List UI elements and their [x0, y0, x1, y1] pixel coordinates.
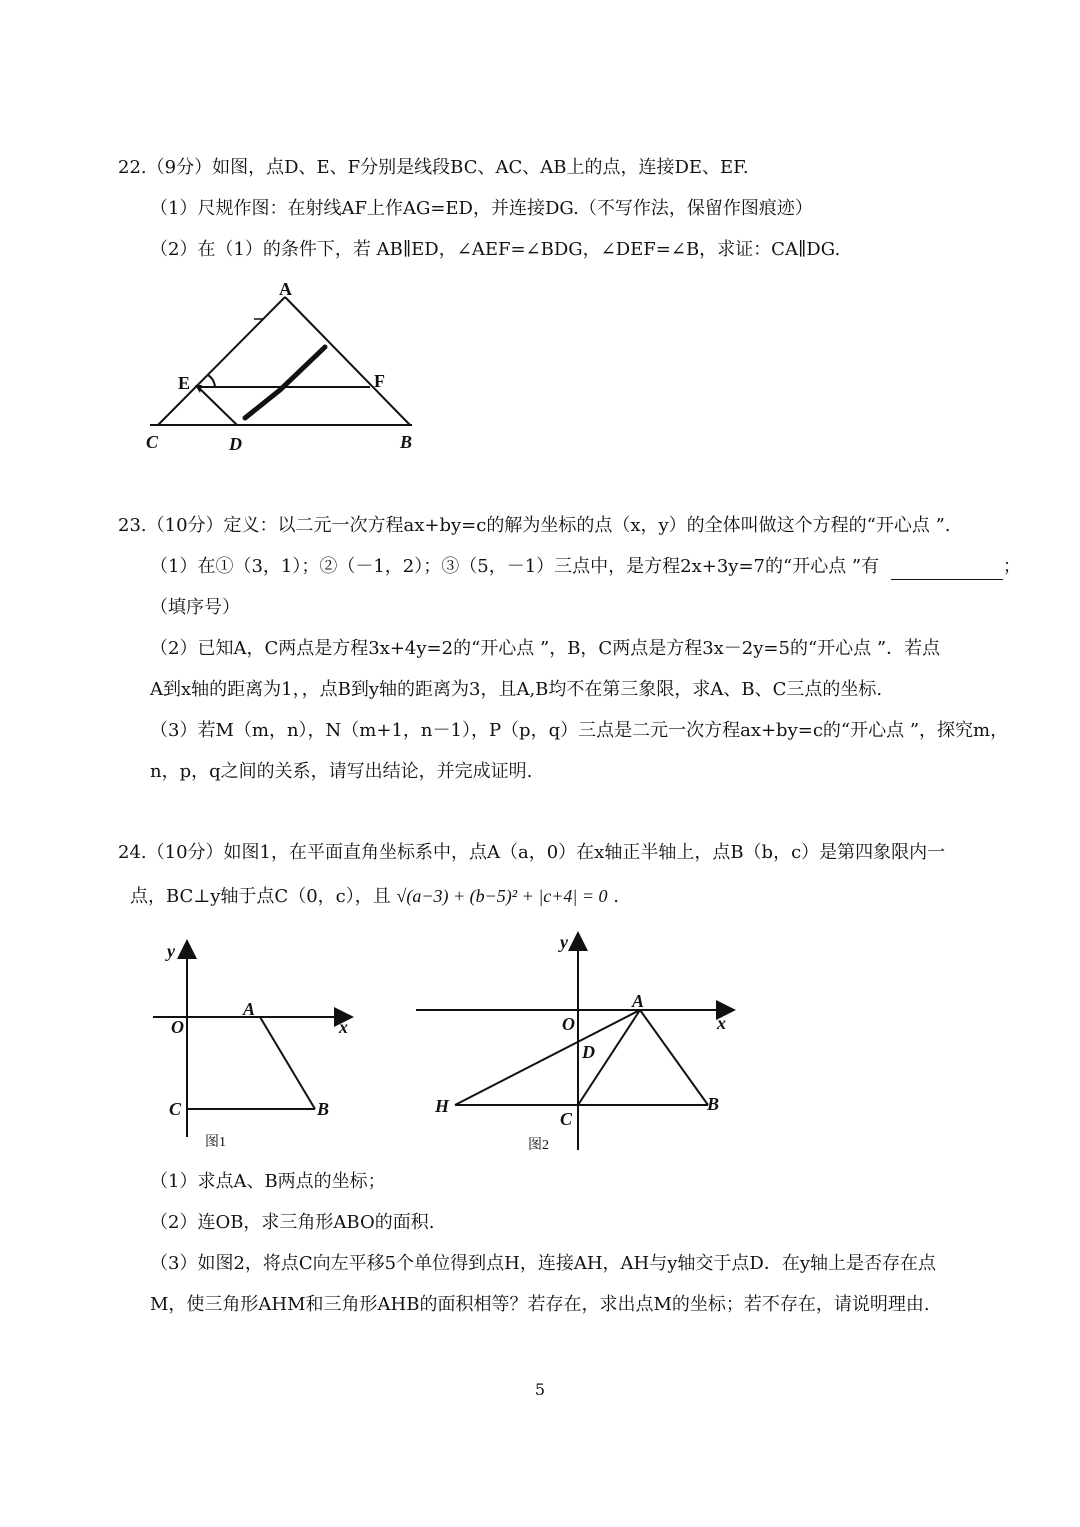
q24-stem-b-line	[130, 884, 619, 909]
q24-part2: （2）连OB，求三角形ABO的面积.	[150, 1212, 435, 1233]
q22-stem: 22.（9分）如图，点D、E、F分别是线段BC、AC、AB上的点，连接DE、EF.	[118, 157, 749, 178]
q24-figure-1	[145, 935, 365, 1160]
q24-figure-2	[410, 925, 740, 1160]
fig2-d-label: D	[582, 1042, 595, 1062]
fig2-x-label: x	[717, 1013, 726, 1033]
q23-part3-b: n，p，q之间的关系，请写出结论，并完成证明.	[150, 761, 533, 782]
fig1-caption: 图1	[205, 1135, 226, 1150]
q22-label-b: B	[400, 432, 413, 452]
q22-figure	[140, 275, 440, 460]
q23-answer-blank[interactable]	[891, 555, 1003, 580]
page-number: 5	[534, 1380, 546, 1399]
q24-part3-a: （3）如图2，将点C向左平移5个单位得到点H，连接AH，AH与y轴交于点D．在y轴上是否存在点	[150, 1253, 936, 1274]
fig2-b-label: B	[707, 1094, 720, 1114]
q22-part2: （2）在（1）的条件下，若 AB∥ED，∠AEF=∠BDG，∠DEF=∠B，求证：CA∥DG.	[150, 239, 841, 260]
q24-stem-a: 24.（10分）如图1，在平面直角坐标系中，点A（a，0）在x轴正半轴上，点B（b，c）是第四象限内一	[118, 842, 946, 863]
q22-label-f: F	[374, 371, 385, 391]
q24-stem-end: .	[613, 886, 619, 907]
fig1-o-label: O	[171, 1017, 184, 1037]
q24-stem-b: 点，BC⊥y轴于点C（0，c），且	[130, 886, 391, 907]
q22-label-c: C	[146, 432, 159, 452]
fig1-y-label: y	[167, 941, 175, 961]
fig2-a-label: A	[632, 991, 645, 1011]
fig1-x-label: x	[339, 1017, 348, 1037]
q23-part3-a: （3）若M（m，n），N（m+1，n－1），P（p，q）三点是二元一次方程ax+by=c的“开心点 ”，探究m，	[150, 720, 1009, 741]
fig2-caption: 图2	[528, 1138, 549, 1153]
fig2-o-label: O	[562, 1014, 575, 1034]
q23-part1-end: ；	[1002, 556, 1021, 577]
q23-part1-note: （填序号）	[150, 597, 240, 618]
q22-label-a: A	[279, 279, 292, 299]
q23-part1-text: （1）在①（3，1）；②（－1，2）；③（5，－1）三点中，是方程2x+3y=7的“开心点 ”有	[150, 556, 880, 577]
fig2-c-label: C	[560, 1109, 573, 1129]
q22-label-e: E	[178, 373, 191, 393]
q23-part2-a: （2）已知A，C两点是方程3x+4y=2的“开心点 ”，B，C两点是方程3x－2y=5的“开心点 ”．若点	[150, 638, 941, 659]
q23-part1	[150, 555, 1021, 580]
q23-part2-b: A到x轴的距离为1，，点B到y轴的距离为3，且A,B均不在第三象限，求A、B、C三点的坐标.	[150, 679, 883, 700]
q24-part1: （1）求点A、B两点的坐标；	[150, 1171, 386, 1192]
fig2-h-label: H	[435, 1096, 450, 1116]
q23-stem: 23.（10分）定义：以二元一次方程ax+by=c的解为坐标的点（x，y）的全体叫做这个方程的“开心点 ”.	[118, 515, 951, 536]
fig1-c-label: C	[169, 1099, 182, 1119]
fig1-b-label: B	[317, 1099, 330, 1119]
q24-part3-b: M，使三角形AHM和三角形AHB的面积相等？若存在，求出点M的坐标；若不存在，请说明理由.	[150, 1294, 930, 1315]
q22-label-d: D	[229, 434, 242, 454]
q22-part1: （1）尺规作图：在射线AF上作AG=ED，并连接DG.（不写作法，保留作图痕迹）	[150, 198, 813, 219]
q24-formula: √(a−3) + (b−5)² + |c+4| = 0	[396, 886, 608, 906]
fig2-y-label: y	[560, 932, 568, 952]
fig1-a-label: A	[243, 999, 256, 1019]
